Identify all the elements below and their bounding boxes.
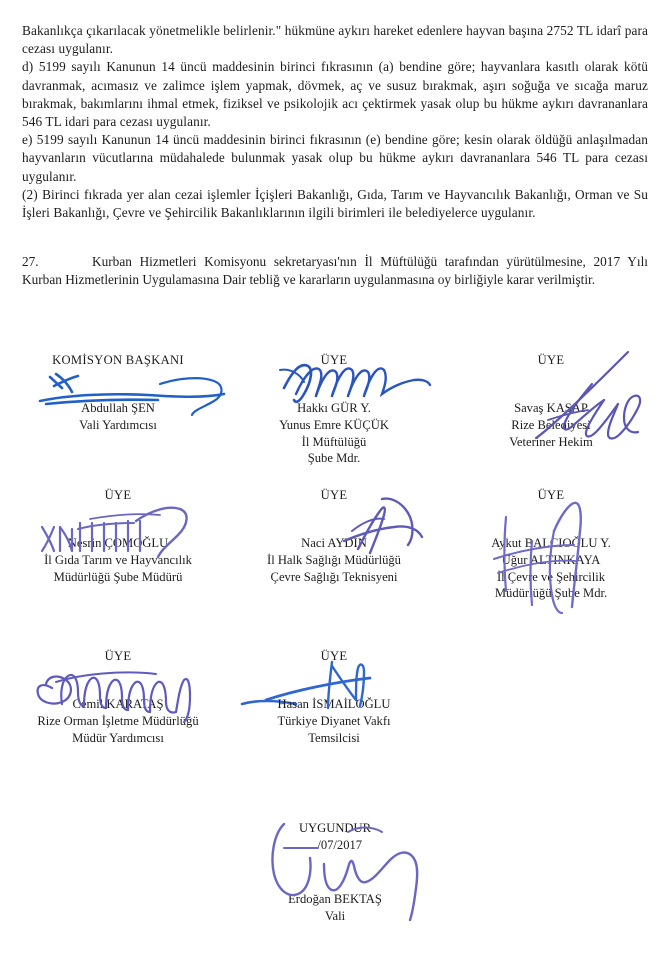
signature-name: Savaş KASAP — [514, 401, 588, 416]
signature-block-rize-belediyesi — [442, 352, 660, 467]
signature-row-2 — [10, 487, 660, 602]
signature-title: ÜYE — [320, 488, 348, 502]
signature-row-3 — [10, 648, 660, 746]
signature-org: İl Halk Sağlığı Müdürlüğü — [267, 553, 401, 567]
signature-name: Nesrin ÇOMOĞLU — [67, 536, 169, 551]
signature-block-diyanet-vakfi — [226, 648, 442, 746]
signature-role: Çevre Sağlığı Teknisyeni — [270, 569, 398, 584]
signature-block-empty — [442, 648, 660, 746]
approval-date: .../07/2017 — [307, 837, 363, 852]
signature-block-orman-isletme — [10, 648, 226, 746]
signature-name-alt: Aykut BALCIOĞLU Y. — [491, 536, 611, 551]
signature-org: İl Çevre ve Şehircilik — [496, 569, 606, 584]
signature-org: Türkiye Diyanet Vakfı — [277, 714, 391, 728]
signature-org: İl Müftülüğü — [301, 434, 367, 449]
signature-title: ÜYE — [104, 488, 132, 502]
paragraph-4: (2) Birinci fıkrada yer alan cezai işlemler İçişleri Bakanlığı, Gıda, Tarım ve Hayvancılık Bakanlığı, Orman ve Su İşleri Bakanlığı, Çevre ve Şehircilik Bakanlıklarının ilgili birimleri ile belediyelerce uygulanır. — [22, 186, 648, 221]
paragraph-1: Bakanlıkça çıkarılacak yönetmelikle belirlenir." hükmüne aykırı hareket edenlere hayvan başına 2752 TL idarî para cezası uygulanır. — [22, 23, 648, 57]
item-27-text: Kurban Hizmetleri Komisyonu sekretaryası'nın İl Müftülüğü tarafından yürütülmesine, 2017 Yılı Kurban Hizmetlerinin Uygulamasına Dair tebliğ ve kararların uygulanmasına oy birliğiyle karar verilmiştir. — [22, 254, 648, 288]
signature-title: ÜYE — [320, 649, 348, 663]
signature-name: Naci AYDIN — [301, 536, 367, 551]
signature-title: ÜYE — [537, 488, 565, 502]
signature-title: ÜYE — [320, 353, 348, 367]
signature-title: ÜYE — [104, 649, 132, 663]
signature-role: Müdürlüğü Şube Müdürü — [53, 569, 183, 584]
approval-role: Vali — [324, 908, 346, 923]
signature-role: Müdürlüğü Şube Mdr. — [494, 586, 608, 601]
signature-role: Vali Yardımcısı — [79, 418, 157, 432]
signature-org: Rize Orman İşletme Müdürlüğü — [37, 714, 199, 728]
signature-block-komisyon-baskani — [10, 352, 226, 467]
approval-block — [0, 820, 670, 924]
paragraph-2: d) 5199 sayılı Kanunun 14 üncü maddesinin birinci fıkrasının (a) bendine göre; hayvanlara kasıtlı olarak kötü davranmak, acımasız ve zalimce işlem yapmak, dövmek, aç ve susuz bırakmak, aşırı soğuğa ve sıcağa maruz bırakmak, bakımlarını ihmal etmek, fiziksel ve psikolojik acı çektirmek yasak olup bu hükme aykırı davrananlara 546 TL idari para cezası uygulanır. — [22, 59, 648, 130]
signature-block-halk-sagligi — [226, 487, 442, 602]
signature-name: Hasan İSMAİLOĞLU — [277, 697, 391, 712]
signature-role: Müdür Yardımcısı — [72, 730, 164, 745]
signature-role: Temsilcisi — [308, 730, 360, 745]
paragraph-3: e) 5199 sayılı Kanunun 14 üncü maddesinin birinci fıkrasının (e) bendine göre; kesin olarak öldüğü anlaşılmadan hayvanların vücutlarına müdahalede bulunmak yasak olup bu hükme aykırı davrananlara 546 TL para cezası uygulanır. — [22, 132, 648, 184]
signature-name: Cemil KARATAŞ — [72, 697, 164, 712]
approval-heading: UYGUNDUR — [298, 821, 372, 835]
signature-role: Şube Mdr. — [307, 451, 361, 466]
signature-title: ÜYE — [537, 353, 565, 367]
item-27 — [22, 253, 648, 289]
signature-org: İl Gıda Tarım ve Hayvancılık — [44, 553, 192, 567]
signature-role: Veteriner Hekim — [509, 434, 593, 449]
signature-block-gida-tarim — [10, 487, 226, 602]
signature-name: Yunus Emre KÜÇÜK — [279, 418, 389, 432]
document-body — [22, 22, 648, 222]
signature-title: KOMİSYON BAŞKANI — [52, 353, 184, 367]
signature-block-cevre-sehircilik — [442, 487, 660, 602]
signature-org: Rize Belediyesi — [511, 418, 591, 432]
approval-name: Erdoğan BEKTAŞ — [288, 892, 382, 907]
item-27-number: 27. — [22, 254, 39, 269]
signature-row-1 — [10, 352, 660, 467]
signature-name-alt: Hakkı GÜR Y. — [297, 401, 371, 416]
signature-name: Uğur ALTINKAYA — [501, 553, 601, 567]
signature-block-il-muftulugu — [226, 352, 442, 467]
signature-name: Abdullah ŞEN — [81, 401, 155, 416]
